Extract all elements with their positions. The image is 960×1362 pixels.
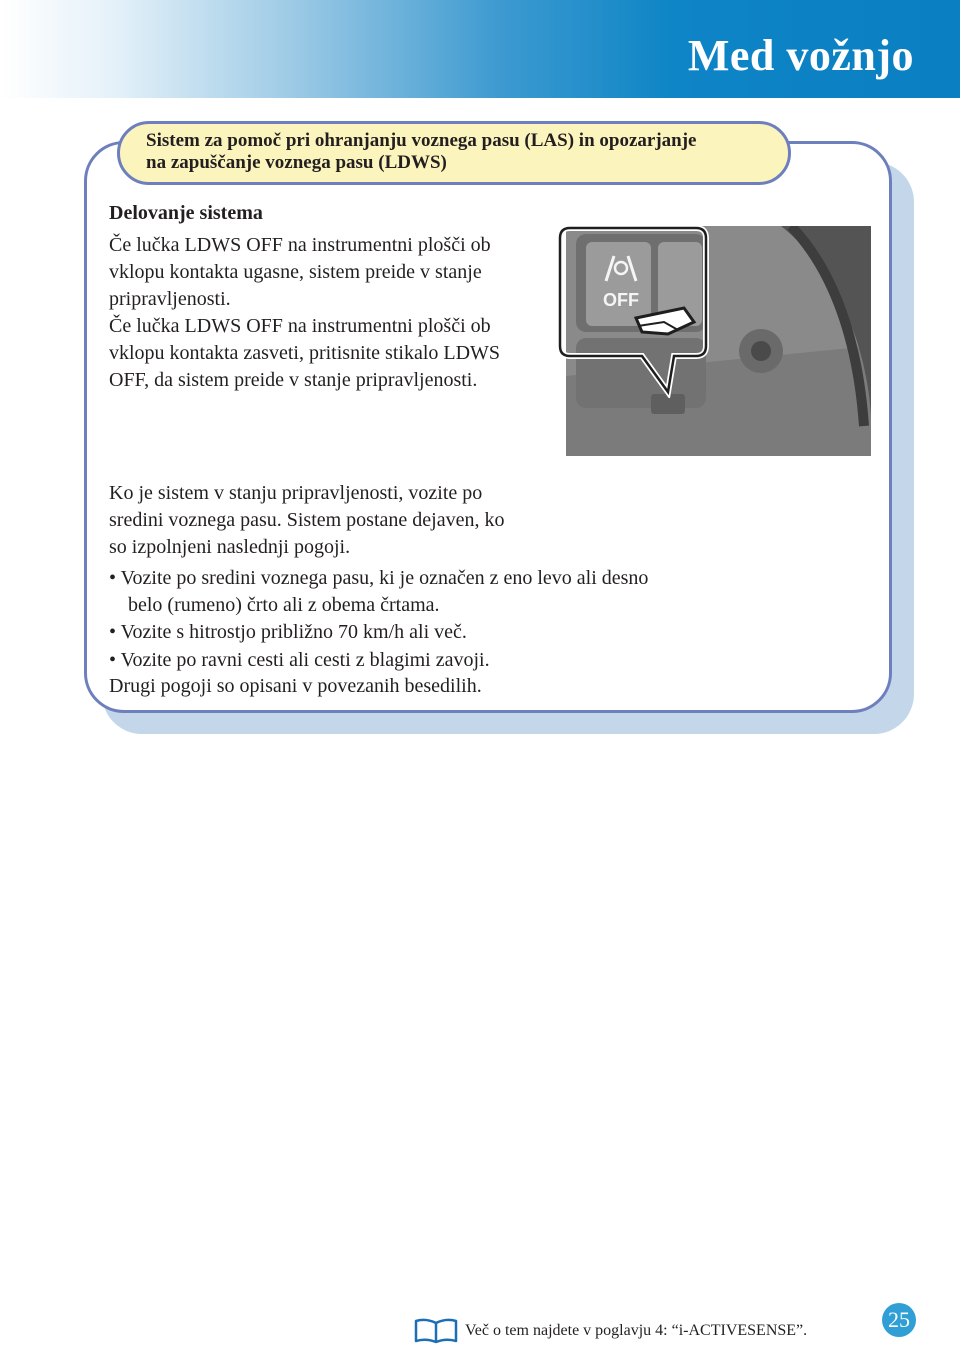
paragraph-line: so izpolnjeni naslednji pogoji. [109, 536, 351, 558]
section-title-line-2: na zapuščanje voznega pasu (LDWS) [146, 152, 447, 173]
page-title: Med vožnjo [687, 31, 914, 80]
subheading: Delovanje sistema [109, 202, 263, 224]
section-title-line-1: Sistem za pomoč pri ohranjanju voznega pasu (LAS) in opozarjanje [146, 130, 697, 151]
paragraph-line: pripravljenosti. [109, 288, 231, 310]
paragraph-line: vklopu kontakta ugasne, sistem preide v stanje [109, 261, 482, 283]
paragraph-line: Ko je sistem v stanju pripravljenosti, vozite po [109, 482, 483, 504]
paragraph-2 [109, 480, 569, 561]
bullet-item-2: • Vozite s hitrostjo približno 70 km/h ali več. [109, 621, 467, 643]
bullet-item-3: • Vozite po ravni cesti ali cesti z blagimi zavoji. [109, 649, 490, 671]
closing-text: Drugi pogoji so opisani v povezanih besedilih. [109, 675, 482, 697]
paragraph-1 [109, 232, 569, 394]
page-number: 25 [882, 1303, 916, 1337]
footer-reference [413, 1316, 807, 1346]
bullet-line: belo (rumeno) črto ali z obema črtama. [128, 594, 440, 616]
section-title-tab [117, 121, 791, 185]
callout-frame [556, 222, 716, 398]
bullet-line: • Vozite po sredini voznega pasu, ki je označen z eno levo ali desno [109, 567, 649, 589]
off-button-label: OFF [603, 290, 639, 310]
paragraph-line: sredini voznega pasu. Sistem postane dejaven, ko [109, 509, 505, 531]
book-icon [413, 1318, 459, 1344]
paragraph-line: Če lučka LDWS OFF na instrumentni plošči ob [109, 234, 491, 256]
bullet-item-1 [109, 565, 648, 619]
footer-note-text: Več o tem najdete v poglavju 4: “i-ACTIVESENSE”. [465, 1322, 808, 1339]
paragraph-line: OFF, da sistem preide v stanje pripravljenosti. [109, 369, 478, 391]
paragraph-line: vklopu kontakta zasveti, pritisnite stikalo LDWS [109, 342, 501, 364]
paragraph-line: Če lučka LDWS OFF na instrumentni plošči ob [109, 315, 491, 337]
